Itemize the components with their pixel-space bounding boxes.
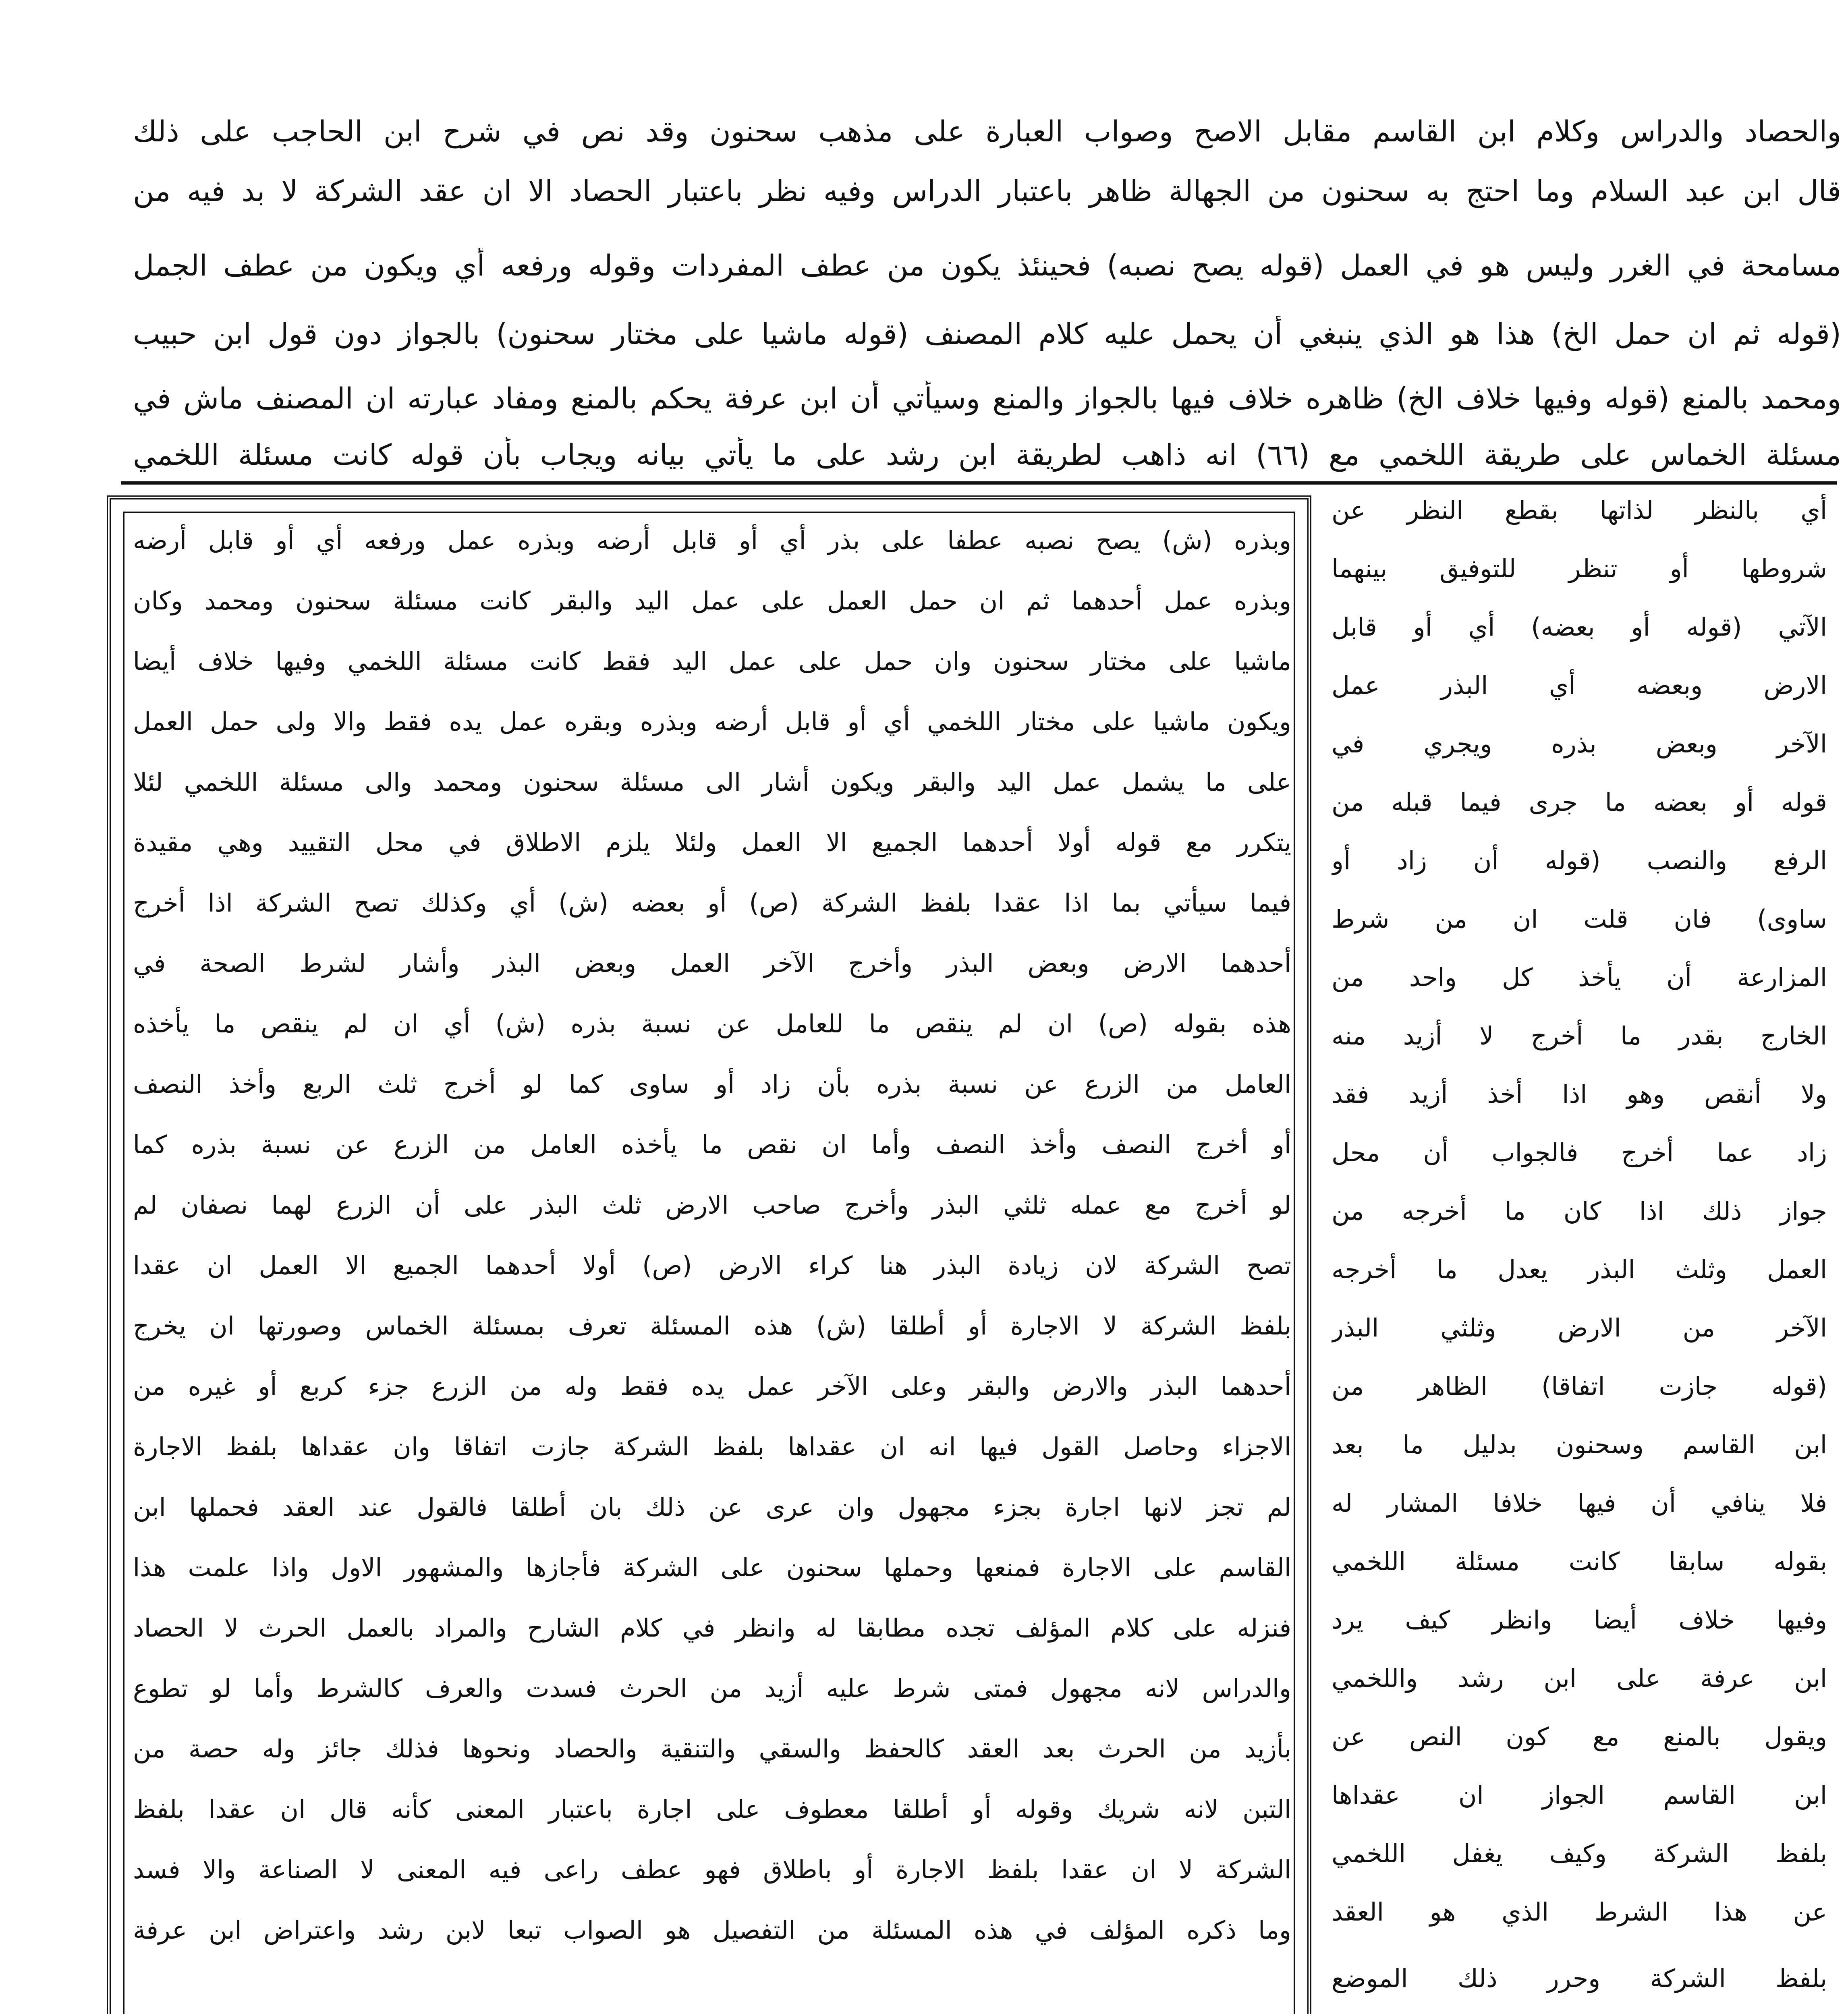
main-text-line: لم تجز لانها اجارة بجزء مجهول وان عرى عن ذلك بان أطلقا فالقول عند العقد فحملها ابن — [133, 1492, 1291, 1522]
margin-line: بقوله سابقا كانت مسئلة اللخمي — [1332, 1547, 1827, 1576]
main-text-line: يتكرر مع قوله أولا أحدهما الجميع الا العمل ولئلا يلزم الاطلاق في محل التقييد وهي مقيدة — [133, 828, 1291, 857]
main-text-line: فنزله على كلام المؤلف تجده مطابقا له وانظر في كلام الشارح والمراد بالعمل الحرث لا الحصاد — [133, 1613, 1291, 1643]
main-text-line: هذه بقوله (ص) ان لم ينقص ما للعامل عن نسبة بذره (ش) أي ان لم ينقص ما يأخذه — [133, 1009, 1291, 1038]
margin-line: ابن عرفة على ابن رشد واللخمي — [1332, 1664, 1827, 1693]
margin-line: المزارعة أن يأخذ كل واحد من — [1332, 963, 1827, 992]
main-text-line: أحدهما البذر والارض والبقر وعلى الآخر عمل يده فقط وله من الزرع جزء كربع أو غيره من — [133, 1372, 1291, 1401]
header-line: (قوله ثم ان حمل الخ) هذا هو الذي ينبغي أن يحمل عليه كلام المصنف (قوله ماشيا على مختار سحنون) بالجواز دون قول ابن حبيب — [133, 317, 1841, 351]
main-text-line: بأزيد من الحرث بعد العقد كالحفظ والسقي والتنقية والحصاد ونحوها فذلك جائز وله حصة من — [133, 1734, 1291, 1763]
main-text-line: وبذره (ش) يصح نصبه عطفا على بذر أي أو قابل أرضه وبذره عمل ورفعه أي أو قابل أرضه — [133, 526, 1291, 555]
main-text-line: وبذره عمل أحدهما ثم ان حمل العمل على عمل اليد والبقر كانت مسئلة سحنون ومحمد وكان — [133, 586, 1291, 615]
main-text-line: ماشيا على مختار سحنون وان حمل على عمل اليد فقط كانت مسئلة اللخمي وفيها خلاف أيضا — [133, 646, 1291, 676]
main-text-line: العامل من الزرع عن نسبة بذره بأن زاد أو ساوى كما لو أخرج ثلث الربع وأخذ النصف — [133, 1069, 1291, 1099]
main-text-line: التبن لانه شريك وقوله أو أطلقا معطوف على اجارة باعتبار المعنى كأنه قال ان عقدا بلفظ — [133, 1794, 1291, 1824]
margin-line: بلفظ الشركة وكيف يغفل اللخمي — [1332, 1839, 1827, 1868]
margin-line: ابن القاسم وسحنون بدليل ما بعد — [1332, 1430, 1827, 1459]
header-line: والحصاد والدراس وكلام ابن القاسم مقابل الاصح وصواب العبارة على مذهب سحنون وقد نص في شرح ابن الحاجب على ذلك — [133, 114, 1841, 148]
margin-line: عن هذا الشرط الذي هو العقد — [1332, 1897, 1827, 1927]
margin-line: وفيها خلاف أيضا وانظر كيف يرد — [1332, 1605, 1827, 1635]
margin-line: جواز ذلك اذا كان ما أخرجه من — [1332, 1196, 1827, 1226]
margin-line: بلفظ الشركة وحرر ذلك الموضع — [1332, 1964, 1827, 1993]
main-text-line: بلفظ الشركة لا الاجارة أو أطلقا (ش) هذه المسئلة تعرف بمسئلة الخماس وصورتها ان يخرج — [133, 1311, 1291, 1341]
main-text-line: وما ذكره المؤلف في هذه المسئلة من التفصيل هو الصواب تبعا لابن رشد واعتراض ابن عرفة — [133, 1915, 1291, 1945]
main-text-line: أحدهما الارض وبعض البذر وأخرج الآخر العمل وبعض البذر وأشار لشرط الصحة في — [133, 949, 1291, 978]
main-text-line: والدراس لانه مجهول فمتى شرط عليه أزيد من الحرث فسدت والعرف كالشرط وأما لو تطوع — [133, 1674, 1291, 1703]
margin-line: أي بالنظر لذاتها بقطع النظر عن — [1332, 495, 1827, 525]
main-text-line: أو أخرج النصف وأخذ النصف وأما ان نقص ما يأخذه العامل من الزرع عن نسبة بذره كما — [133, 1130, 1291, 1159]
main-text-line: الاجزاء وحاصل القول فيها انه ان عقداها بلفظ الشركة جازت اتفاقا وان عقداها بلفظ الاجارة — [133, 1432, 1291, 1461]
main-text-line: لو أخرج مع عمله ثلثي البذر وأخرج صاحب الارض ثلث البذر على أن الزرع لهما نصفان لم — [133, 1190, 1291, 1220]
margin-line: قوله أو بعضه ما جرى فيما قبله من — [1332, 787, 1827, 817]
main-text-line: ويكون ماشيا على مختار اللخمي أي أو قابل أرضه وبذره وبقره عمل يده فقط والا ولى حمل العمل — [133, 707, 1291, 736]
header-line: مسئلة الخماس على طريقة اللخمي مع (٦٦) انه ذاهب لطريقة ابن رشد على ما يأتي بيانه ويجاب بأن قوله كانت مسئلة اللخمي — [133, 438, 1841, 472]
main-text-line: الشركة لا ان عقدا بلفظ الاجارة أو باطلاق فهو عطف راعى فيه المعنى لا الصناعة والا فسد — [133, 1855, 1291, 1884]
margin-line: العمل وثلث البذر يعدل ما أخرجه — [1332, 1255, 1827, 1284]
margin-line: ابن القاسم الجواز ان عقداها — [1332, 1780, 1827, 1810]
main-text-line: تصح الشركة لان زيادة البذر هنا كراء الارض (ص) أولا أحدهما الجميع الا العمل ان عقدا — [133, 1251, 1291, 1280]
margin-line: فلا ينافي أن فيها خلافا المشار له — [1332, 1488, 1827, 1518]
margin-line: الارض وبعضه أي البذر عمل — [1332, 671, 1827, 700]
margin-line: الآخر من الارض وثلثي البذر — [1332, 1313, 1827, 1343]
margin-line: ساوى) فان قلت ان من شرط — [1332, 904, 1827, 934]
margin-line: الآخر وبعض بذره ويجري في — [1332, 729, 1827, 758]
main-text-line: القاسم على الاجارة فمنعها وحملها سحنون على الشركة فأجازها والمشهور الاول واذا علمت هذا — [133, 1553, 1291, 1582]
margin-line: الخارج بقدر ما أخرج لا أزيد منه — [1332, 1021, 1827, 1051]
margin-line: الرفع والنصب (قوله أن زاد أو — [1332, 846, 1827, 875]
margin-line: ولا أنقص وهو اذا أخذ أزيد فقد — [1332, 1080, 1827, 1109]
margin-line: ويقول بالمنع مع كون النص عن — [1332, 1722, 1827, 1751]
margin-line: (قوله جازت اتفاقا) الظاهر من — [1332, 1372, 1827, 1401]
header-line: ومحمد بالمنع (قوله وفيها خلاف الخ) ظاهره خلاف فيها بالجواز والمنع وسيأتي أن ابن عرفة يحكم بالمنع ومفاد عبارته ان المصنف ماش في — [133, 381, 1841, 415]
margin-line: شروطها أو تنظر للتوفيق بينهما — [1332, 554, 1827, 583]
header-line: قال ابن عبد السلام وما احتج به سحنون من الجهالة ظاهر باعتبار الدراس وفيه نظر باعتبار الحصاد الا ان عقد الشركة لا بد فيه من — [133, 174, 1841, 208]
margin-line: الآتي (قوله أو بعضه) أي أو قابل — [1332, 612, 1827, 642]
margin-line: زاد عما أخرج فالجواب أن محل — [1332, 1138, 1827, 1167]
header-line: مسامحة في الغرر وليس هو في العمل (قوله يصح نصبه) فحينئذ يكون من عطف المفردات وقوله ورفعه أي ويكون من عطف الجمل — [133, 249, 1841, 282]
top-divider-rule — [121, 481, 1837, 485]
main-text-line: فيما سيأتي بما اذا عقدا بلفظ الشركة (ص) أو بعضه (ش) أي وكذلك تصح الشركة اذا أخرج — [133, 888, 1291, 918]
main-text-line: على ما يشمل عمل اليد والبقر ويكون أشار الى مسئلة سحنون ومحمد والى مسئلة اللخمي لئلا — [133, 767, 1291, 797]
